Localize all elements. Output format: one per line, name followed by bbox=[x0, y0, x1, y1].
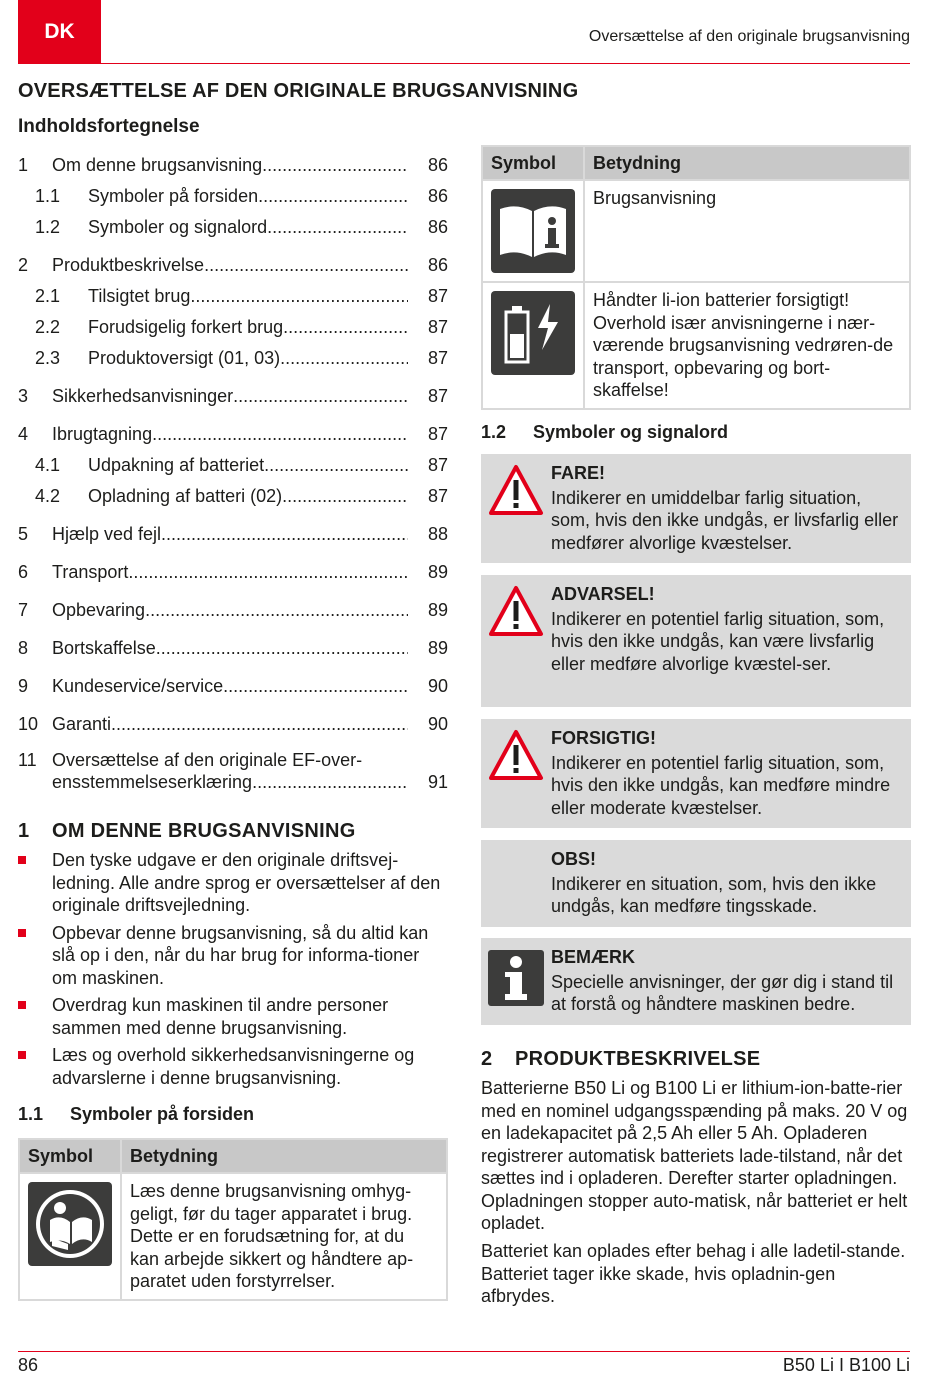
toc-item[interactable]: 3 Sikkerhedsanvisninger ..... 87 bbox=[18, 381, 448, 412]
list-item: Læs og overhold sikkerhedsanvisningerne og advarslerne i denne brugsanvisning. bbox=[18, 1044, 448, 1089]
signal-text: Indikerer en potentiel farlig situation, som, hvis den ikke undgås, kan medføre mindre eller moderate kvæstelser. bbox=[551, 752, 891, 818]
bullet-square-icon bbox=[18, 1001, 26, 1009]
toc-item[interactable]: 6 Transport ..... 89 bbox=[18, 557, 448, 588]
toc-item[interactable]: 2.3 Produktoversigt (01, 03) ..... 87 bbox=[18, 343, 448, 374]
meaning-cell: Håndter li-ion batterier forsigtigt! Overhold især anvisningerne i nær-værende brugsanvisning vedrøren-de transport, opbevaring og bort-skaffelse! bbox=[584, 282, 910, 409]
warning-triangle-icon bbox=[481, 454, 551, 563]
signal-note bbox=[481, 938, 911, 1025]
toc-item[interactable]: 1.1 Symboler på forsiden ..... 86 bbox=[18, 181, 448, 212]
read-manual-icon bbox=[28, 1182, 112, 1266]
section-1-1-heading: 1.1 Symboler på forsiden bbox=[18, 1104, 255, 1124]
page-number: 86 bbox=[18, 1355, 39, 1373]
signal-text: Indikerer en situation, som, hvis den ikke undgås, kan medføre tingsskade. bbox=[551, 873, 877, 916]
toc-item[interactable]: 4.2 Opladning af batteri (02) ..... 87 bbox=[18, 481, 448, 512]
column-header-meaning: Betydning bbox=[121, 1139, 447, 1173]
toc-item[interactable]: 11 Oversættelse af den originale EF-over- ensstemmelseserklæring ..... 91 bbox=[18, 749, 448, 793]
section-1-heading: 1 OM DENNE BRUGSANVISNING bbox=[18, 820, 356, 842]
signal-caution bbox=[481, 719, 911, 828]
toc-item[interactable]: 4 Ibrugtagning ..... 87 bbox=[18, 419, 448, 450]
language-tab: DK bbox=[18, 0, 101, 63]
toc-item[interactable]: 10 Garanti ..... 90 bbox=[18, 709, 448, 740]
section-1-bullets bbox=[18, 849, 448, 1094]
info-icon bbox=[481, 938, 551, 1025]
list-item: Opbevar denne brugsanvisning, så du altid kan slå op i den, når du har brug for informa-tioner om maskinen. bbox=[18, 922, 448, 990]
meaning-cell: Læs denne brugsanvisning omhyg-geligt, før du tager apparatet i brug. Dette er en forudsætning for, at du kan arbejde sikkert og håndtere ap-paratet uden forstyrrelser. bbox=[121, 1173, 447, 1300]
toc-item[interactable]: 2.2 Forudsigelig forkert brug ..... 87 bbox=[18, 312, 448, 343]
model-name: B50 Li I B100 Li bbox=[782, 1355, 910, 1373]
toc-heading: Indholdsfortegnelse bbox=[18, 116, 200, 137]
toc-item[interactable]: 1 Om denne brugsanvisning ..... 86 bbox=[18, 150, 448, 181]
symbol-cell bbox=[482, 282, 584, 409]
signal-warning bbox=[481, 575, 911, 707]
bullet-square-icon bbox=[18, 1051, 26, 1059]
warning-triangle-icon bbox=[481, 575, 551, 707]
table-row bbox=[482, 282, 910, 409]
toc-item[interactable]: 8 Bortskaffelse ..... 89 bbox=[18, 633, 448, 664]
column-header-symbol: Symbol bbox=[19, 1139, 121, 1173]
signal-notice bbox=[481, 840, 911, 927]
signal-text: Indikerer en umiddelbar farlig situation, som, hvis den ikke undgås, er livsfarlig eller medfører alvorlige kvæstelser. bbox=[551, 487, 899, 553]
footer-divider bbox=[18, 1351, 910, 1352]
column-header-meaning: Betydning bbox=[584, 146, 910, 180]
toc-item[interactable]: 5 Hjælp ved fejl ..... 88 bbox=[18, 519, 448, 550]
symbol-cell bbox=[482, 180, 584, 282]
toc-item[interactable]: 9 Kundeservice/service ..... 90 bbox=[18, 671, 448, 702]
warning-triangle-icon bbox=[481, 719, 551, 828]
signal-text: Indikerer en potentiel farlig situation, som, hvis den ikke undgås, kan være livsfarlig eller medføre alvorlige kvæstel-ser. bbox=[551, 608, 885, 674]
column-header-symbol: Symbol bbox=[482, 146, 584, 180]
front-symbols-table bbox=[18, 1138, 448, 1301]
section-2-paragraph: Batterierne B50 Li og B100 Li er lithium-ion-batte-rier med en nominel udgangsspænding på maks. 20 V og en ladekapacitet på 2,5 Ah eller 5 Ah. Opladeren registrerer automatisk batteriets lade-tilstand, når det sættes ind i opladeren. Derefter starter opladningen. Opladningen stopper auto-matisk, når batteriet er helt opladet. bbox=[481, 1078, 908, 1233]
list-item: Den tyske udgave er den originale driftsvej-ledning. Alle andre sprog er oversættelser af den originale driftsvejledning. bbox=[18, 849, 448, 917]
toc-item[interactable]: 2 Produktbeskrivelse ..... 86 bbox=[18, 250, 448, 281]
toc-item[interactable]: 7 Opbevaring ..... 89 bbox=[18, 595, 448, 626]
signal-title: FORSIGTIG! bbox=[551, 728, 656, 748]
table-row bbox=[482, 180, 910, 282]
page-title: OVERSÆTTELSE AF DEN ORIGINALE BRUGSANVISNING bbox=[18, 80, 579, 102]
table-of-contents bbox=[18, 150, 448, 793]
bullet-square-icon bbox=[18, 856, 26, 864]
symbols-table bbox=[481, 145, 911, 410]
manual-info-icon bbox=[491, 189, 575, 273]
header-divider bbox=[18, 63, 910, 64]
list-item: Overdrag kun maskinen til andre personer sammen med denne brugsanvisning. bbox=[18, 994, 448, 1039]
battery-lightning-icon bbox=[491, 291, 575, 375]
signal-title: FARE! bbox=[551, 463, 605, 483]
toc-item[interactable]: 1.2 Symboler og signalord ..... 86 bbox=[18, 212, 448, 243]
toc-item[interactable]: 2.1 Tilsigtet brug ..... 87 bbox=[18, 281, 448, 312]
signal-title: ADVARSEL! bbox=[551, 584, 655, 604]
signal-text: Specielle anvisninger, der gør dig i stand til at forstå og håndtere maskinen bedre. bbox=[551, 971, 894, 1014]
symbol-cell bbox=[19, 1173, 121, 1300]
section-1-2-heading: 1.2 Symboler og signalord bbox=[481, 422, 729, 442]
section-2-paragraph: Batteriet kan oplades efter behag i alle ladetil-stande. Batteriet tager ikke skade, hvis opladnin-gen afbrydes. bbox=[481, 1241, 906, 1306]
signal-danger bbox=[481, 454, 911, 563]
signal-title: OBS! bbox=[551, 849, 596, 869]
bullet-square-icon bbox=[18, 929, 26, 937]
signal-title: BEMÆRK bbox=[551, 947, 635, 967]
table-row bbox=[19, 1173, 447, 1300]
meaning-cell: Brugsanvisning bbox=[584, 180, 910, 282]
toc-item[interactable]: 4.1 Udpakning af batteriet ..... 87 bbox=[18, 450, 448, 481]
header-title: Oversættelse af den originale brugsanvisning bbox=[588, 28, 910, 45]
section-2-heading: 2 PRODUKTBESKRIVELSE bbox=[481, 1048, 761, 1070]
